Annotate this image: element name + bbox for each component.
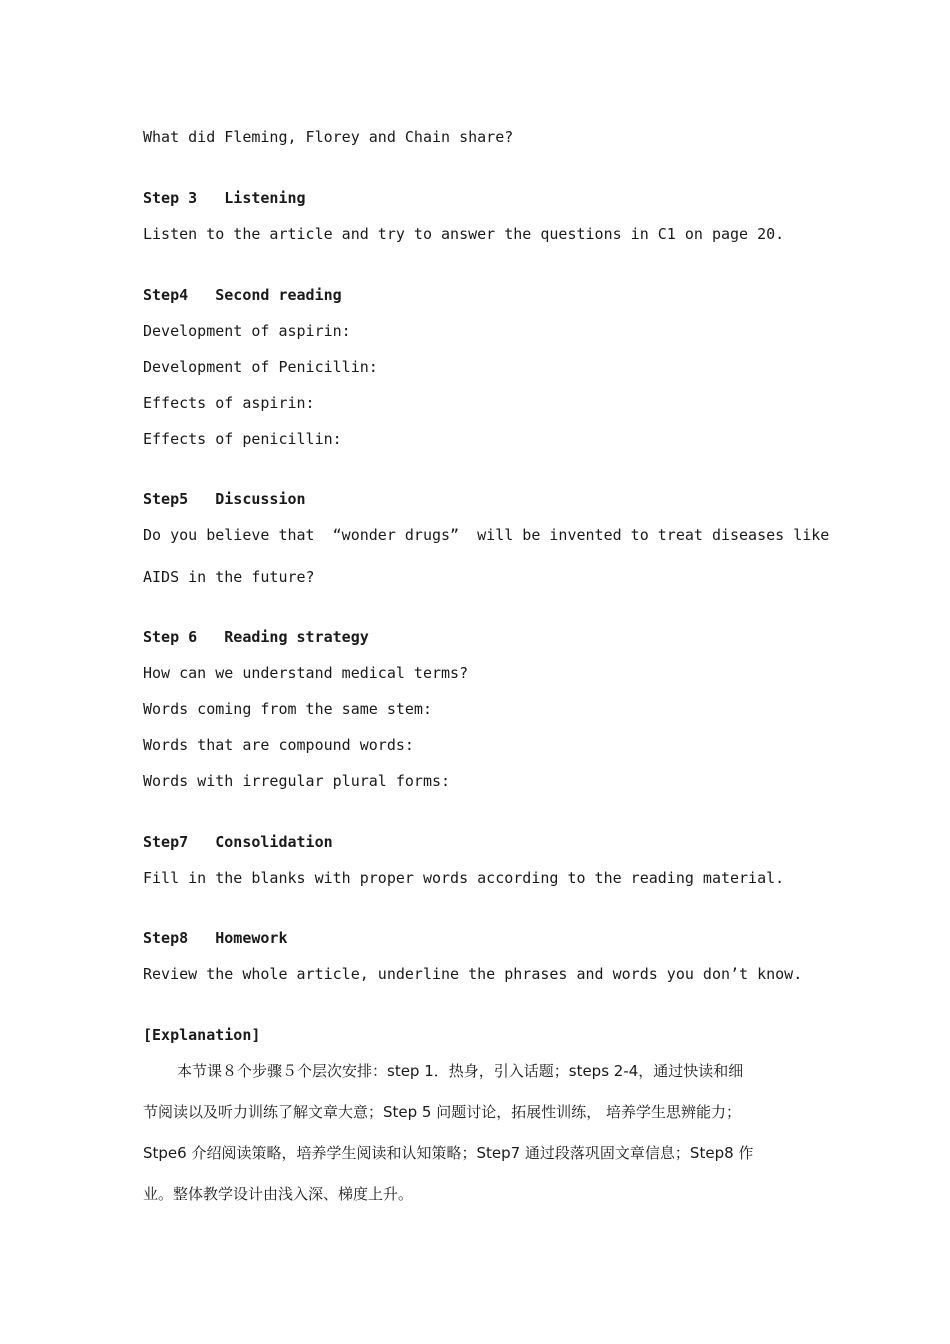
step7-text: Fill in the blanks with proper words according to the reading material. xyxy=(143,869,785,887)
step4-item: Development of Penicillin: xyxy=(143,358,378,376)
step4-item: Effects of aspirin: xyxy=(143,394,315,412)
step8-heading: Step8 Homework xyxy=(143,929,288,947)
step4-item: Development of aspirin: xyxy=(143,322,351,340)
step8-text: Review the whole article, underline the phrases and words you don’t know. xyxy=(143,965,803,983)
explanation-line: 业。整体教学设计由浅入深、梯度上升。 xyxy=(143,1185,414,1203)
explanation-line: 本节课８个步骤５个层次安排：step 1．热身，引入话题；steps 2-4，通过快读和细 xyxy=(177,1062,744,1080)
step4-heading: Step4 Second reading xyxy=(143,286,342,304)
step6-item: Words that are compound words: xyxy=(143,736,414,754)
step6-heading: Step 6 Reading strategy xyxy=(143,628,369,646)
step6-item: Words coming from the same stem: xyxy=(143,700,432,718)
question-text: What did Fleming, Florey and Chain share? xyxy=(143,128,514,146)
step5-text-line2: AIDS in the future? xyxy=(143,568,315,586)
step5-text-line1: Do you believe that “wonder drugs” will be invented to treat diseases like xyxy=(143,526,830,544)
step6-item: Words with irregular plural forms: xyxy=(143,772,451,790)
step5-heading: Step5 Discussion xyxy=(143,490,306,508)
step7-heading: Step7 Consolidation xyxy=(143,833,333,851)
step3-text: Listen to the article and try to answer the questions in C1 on page 20. xyxy=(143,225,785,243)
step6-item: How can we understand medical terms? xyxy=(143,664,469,682)
explanation-heading: [Explanation] xyxy=(143,1026,261,1044)
explanation-line: 节阅读以及听力训练了解文章大意；Step 5 问题讨论，拓展性训练， 培养学生思辨能力； xyxy=(143,1103,742,1121)
step3-heading: Step 3 Listening xyxy=(143,189,306,207)
explanation-line: Stpe6 介绍阅读策略，培养学生阅读和认知策略；Step7 通过段落巩固文章信息；Step8 作 xyxy=(143,1144,754,1162)
step4-item: Effects of penicillin: xyxy=(143,430,342,448)
